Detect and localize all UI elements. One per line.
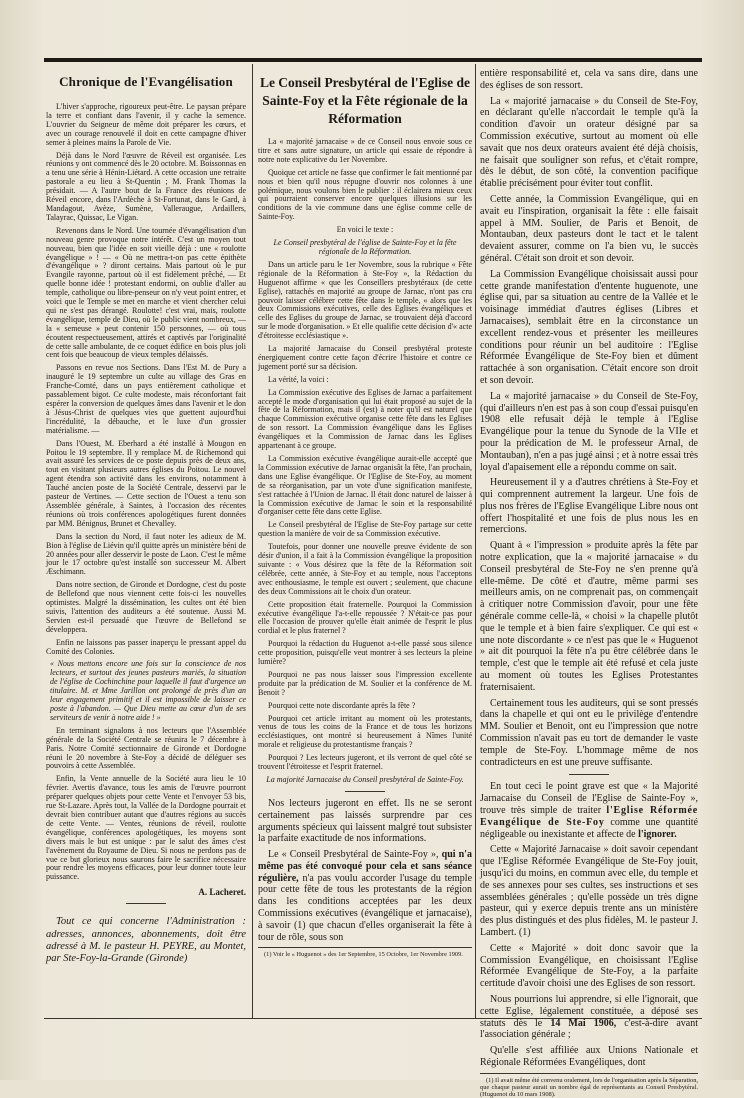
paragraph: Déjà dans le Nord l'œuvre de Réveil est organisée. Les réunions y ont commencé dès le 20 octobre. M. Boissonnas en a tenu une série à Hénin-Liétard. A cette occasion une retraite pastorale a eu lieu à St-Quentin ; M. Frank Thomas la présidait. — A l'autre bout de la France des réunions de Réveil encore, dans l'Ardèche à St-Fortunat, dans le Gard, à Mandagout, Avèze, Sumène, Valleraugue, Ardaillers, Talayrac, Quissac, Le Vigan.: [46, 150, 246, 222]
paragraph: Dans un article paru le 1er Novembre, sous la rubrique « Fête régionale de la Réformation à Ste-Foy », la Rédaction du Huguenot affirme « que les Conseillers presbytéraux (de cette Eglise), rattachés en majorité au groupe de Jarnac, n'ont pas cru pouvoir laisser célébrer cette fête dans le temple, « alors que les deux Commissions exécutives, celle des Eglises évangéliques et celle des Eglises du groupe de Jarnac, se trouvaient déjà d'accord sur le mode d'organisation. » Et elle qualifie cette décision d'« acte d'étroitesse ecclésiastique ».: [258, 259, 472, 341]
text-run: Le « Conseil Presbytéral de Sainte-Foy »,: [268, 849, 439, 861]
text-run: Nous pourrions lui apprendre, si elle l'ignorait, que cette Eglise, légalement constituée, a déposé ses statuts dès le: [480, 993, 698, 1029]
paragraph: La Commission exécutive des Eglises de Jarnac a parfaitement accepté le mode d'organisation qui lui était proposé au sujet de la fête de la Réformation, mais il (est) à noter qu'il est naturel que chaque Commission exécutive organise cette fête dans les Eglises de son ressort. La Commission évangélique dans les Eglises évangéliques et la Commission de Jarnac dans les Eglises appartenant à ce groupe.: [258, 387, 472, 451]
paragraph: La Commission exécutive évangélique aurait-elle accepté que la Commission exécutive de Jarnac organisât la fête, l'an prochain, dans une Eglise évangélique. Or l'Eglise de Ste-Foy, au moment de sa réorganisation, par un vote d'une signification manifeste, s'est rattachée à l'Union de Jarnac. Il était donc naturel de laisser à la Commission exécutive de Jarnac le soin et la responsabilité d'organiser cette fête dans cette Eglise.: [258, 454, 472, 517]
paragraph: La « majorité jarnacaise » de ce Conseil nous envoie sous ce titre et sans autre signature, un article qui essaie de répondre à notre note explicative du 1er Novembre.: [258, 137, 472, 164]
column-divider-1: [252, 64, 253, 1019]
column-continuation: [480, 68, 699, 1098]
paragraph: Cette « Majorité » doit donc savoir que la Commission Evangélique, en choisissant l'Eglise Réformée Evangélique de Ste-Foy, a la parfaite certitude d'avoir choisi une des Eglises de son ressort.: [480, 942, 698, 990]
separator: [126, 903, 166, 904]
paragraph: Le Conseil presbytéral de l'Eglise de Ste-Foy partage sur cette question la manière de voir de sa Commission exécutive.: [258, 520, 472, 539]
text-run: En tout ceci le point grave est que « la Majorité Jarnacaise du Conseil de l'Eglise de Sainte-Foy », trouve très simple de traiter: [480, 781, 698, 817]
column-conseil-presbyteral: [258, 68, 472, 1018]
footnote: (1) Voir le « Huguenot » des 1er Septembre, 15 Octobre, 1er Novembre 1909.: [258, 947, 472, 958]
administration-notice: Tout ce qui concerne l'Administration : adresses, annonces, abonnements, doit être adressé à M. le pasteur H. PEYRE, au Montet, par Ste-Foy-la-Grande (Gironde): [46, 916, 246, 965]
paragraph: Toutefois, pour donner une nouvelle preuve évidente de son désir d'union, il a fait à la Commission évangélique la proposition suivante : « Vous désirez que la fête de la Réformation soit célébrée, cette année, à Ste-Foy et au temple, nous l'acceptons avec enthousiasme, le temple est ouvert ; seulement, que chacune des deux Commissions ait le choix d'un orateur.: [258, 542, 472, 596]
text-run: n'a pas voulu accorder l'usage du temple pour cette fête de tous les protestants de la région dans les conditions acceptées par les deux Commissions exécutives (évangélique et jarnacaise), à savoir (1) que chacun d'elles organiserait la fête à tour de rôle, sous son: [258, 872, 473, 943]
quoted-signature: La majorité Jarnacaise du Conseil presbytéral de Sainte-Foy.: [266, 775, 464, 784]
top-rule: [44, 58, 702, 62]
paragraph: Dans la section du Nord, il faut noter les adieux de M. Bion à l'église de Liévin qu'il quitte après un ministère béni de 20 années pour aller desservir le poste de Laon. C'est le même jour le 17 octobre qu'est installé son successeur M. Albert Æschimann.: [46, 531, 246, 577]
emphasized-text: qui n'a même pas été convoqué pour cela et sans séance régulière,: [258, 849, 473, 884]
paragraph: Cette année, la Commission Evangélique, qui en avait eu l'inspiration, organisait la fête : elle faisait appel à MM. Soulier, de Paris et Benoit, de Montauban, deux pasteurs dont le tact et le talent devaient assurer, comme on l'a bien vu, le succès général. C'était son droit et son devoir.: [480, 193, 698, 264]
emphasized-text: l'Eglise Réformée Evangélique de Ste-Foy: [480, 805, 698, 828]
paragraph: Dans l'Ouest, M. Eberhard a été installé à Mougon en Poitou le 19 septembre. Il y remplace M. de Richemond qui avait assuré les services de ce poste depuis près de deux ans, tout en visitant plusieurs autres églises du Poitou. Le nouvel agent étendra son activité dans les environs, notamment à Tauché ancien poste de la Société Centrale, desservi par le pasteur de Vertines. — Cette section de l'Ouest a tenu son Assemblée générale, à Saintes, à l'occasion des récentes réunions où trois conférences apologétiques furent données par MM. Bénignus, Brunet et Chevalley.: [46, 438, 246, 528]
article-signature: A. Lacheret.: [198, 887, 246, 898]
paragraph: La « majorité jarnacaise » du Conseil de Ste-Foy, (qui d'ailleurs n'en est pas à son coup d'essai puisqu'en 1908 elle refusait déjà le temple à l'Eglise Evangélique pour la tenue du Synode de la VIIe et pour la prédication de M. le professeur Arnal, de Montauban), n'en a pas jugé ainsi ; et à notre essai très loyal d'apaisement elle a répondu comme on sait.: [480, 390, 698, 473]
text-run: comme une quantité négligeable ou inexistante et affecte de: [480, 816, 698, 840]
separator: [345, 791, 385, 792]
paragraph: La vérité, la voici :: [268, 374, 329, 384]
paragraph: Certainement tous les auditeurs, qui se sont pressés dans la chapelle et qui ont eu le privilège d'entendre MM. Soulier et Benoit, ont eu l'impression que notre Commission n'avait pas eu tort de demander le vaste temple de Ste-Foy. L'hommage même de nos contradicteurs en est une preuve suffisante.: [480, 697, 698, 768]
paragraph: [480, 994, 698, 1041]
colonies-appeal-quote: « Nous mettons encore une fois sur la conscience de nos lecteurs, et surtout des jeunes pasteurs mariés, la situation de l'église de Cochinchine pour laquelle il faut d'urgence un titulaire. M. et Mme Jarillon ont prolongé de près d'un an leur engagement primitif et il est impossible de laisser ce poste à l'abandon. — Que Dieu mette au cœur d'un de ses serviteurs de venir à notre aide ! »: [50, 659, 246, 722]
paragraph: Quant à « l'impression » produite après la fête par notre explication, que la « majorité jarnacaise » du Conseil presbytéral de Ste-Foy ne s'en prenne qu'à elle-même. De côté et d'autre, même parmi ses meilleurs amis, on ne comprenait pas, on commençait à critiquer notre Commission d'avoir, pour une fête générale comme celle-là, « choisi » la chapelle plutôt que le temple et à bien faire s'expliquer. Ce qui est « une note discordante » ce n'est pas que le « Huguenot » ait dit pourquoi la fête n'a pu être célébrée dans le temple, c'est que le temple ait été refusé et cela juste au moment où toutes les Eglises Protestantes fraternisaient.: [480, 540, 698, 693]
paragraph: Cette proposition était fraternelle. Pourquoi la Commission exécutive évangélique l'a-t-elle repoussée ? N'était-ce pas pour elle l'occasion de prouver qu'elle était animée de l'esprit le plus cordial et le plus fraternel ?: [258, 599, 472, 636]
paragraph: Qu'elle s'est affiliée aux Unions Nationale et Régionale Réformées Evangéliques, dont: [480, 1045, 698, 1068]
paragraph: Enfin, la Vente annuelle de la Société aura lieu le 10 février. Avertis d'avance, tous les amis de l'œuvre pourront préparer quelques objets pour cette Vente et l'envoyer 53 bis, rue St-Lazare. Après tout, la Vallée de la Dordogne pourrait et devrait bien contribuer autant que d'autres régions au succès de cette Vente. — Ventes, réunions de réveil, roulotte évangélique, conférences apologétiques, les moyens sont divers mais le but est unique : par le salut des âmes c'est l'avènement du Royaume de Dieu. Si nous ne perdons pas de vue ce but glorieux nous saurons faire le sacrifice nécessaire pour rendre les moyens efficaces, pour leur donner toute leur puissance.: [46, 774, 246, 882]
quoted-subtitle: Le Conseil presbytéral de l'église de Sainte-Foy et la fête régionale de la Réformation.: [273, 238, 457, 256]
paragraph: La majorité Jarnacaise du Conseil presbytéral proteste énergiquement contre cette façon d'écrire l'histoire et contre ce jugement porté sur sa décision.: [258, 344, 472, 371]
footnote: (1) Il avait même été convenu oralement, lors de l'organisation après la Séparation, que chaque pasteur aurait un nombre égal de représentants au Conseil Presbytéral. (Huguenot du 10 mars 1908).: [480, 1073, 698, 1098]
paragraph: [480, 781, 698, 840]
paragraph: entière responsabilité et, cela va sans dire, dans une des églises de son ressort.: [480, 68, 698, 91]
paragraph: La Commission Evangélique choisissait aussi pour cette grande manifestation d'entente huguenote, une église qui, par sa situation au centre de la Vallée et le voisinage immédiat d'autres églises (Libres et Jarnacaises), semblait être en la circonstance un excellent rendez-vous et présenter les meilleures conditions pour réunir un bel auditoire : l'Eglise Réformée Evangélique de Ste-Foy bien et dûment rattachée à son organisation. C'était encore son droit et son devoir.: [480, 268, 698, 386]
article-title-conseil: Le Conseil Presbytéral de l'Eglise de Sainte-Foy et la Fête régionale de la Réformation: [259, 75, 471, 126]
paragraph: Pourquoi la rédaction du Huguenot a-t-elle passé sous silence cette proposition, puisqu'elle veut montrer à ses lecteurs la pleine lumière?: [258, 639, 472, 667]
paragraph: [258, 849, 472, 943]
paragraph: La « majorité jarnacaise » du Conseil de Ste-Foy, en déclarant qu'elle n'accordait le temple qu'à la condition d'avoir un orateur désigné par sa Commission exécutive, surtout au moment où elle savait que nos deux orateurs avaient été déjà choisis, ne faisait que souligner son refus, et c'était rompre, dès le début, de son côté, la convention pacifique établie précisément pour éviter tout conflit.: [480, 95, 698, 190]
paragraph: Nos lecteurs jugeront en effet. Ils ne se seront certainement pas laissés surprendre par ces arguments spécieux qui laissent malgré tout subsister la parfaite exactitude de nos informations.: [258, 797, 472, 845]
paragraph: Pourquoi ? Les lecteurs jugeront, et ils verront de quel côté se trouvent l'étroitesse et l'esprit fraternel.: [258, 753, 472, 772]
emphasized-date: 14 Mai 1906,: [550, 1017, 617, 1029]
paragraph: Dans notre section, de Gironde et Dordogne, c'est du poste de Bellefond que nous viennent cette fois-ci les nouvelles optimistes. Malgré la dissémination, les cultes ont été bien suivis, l'attention des auditeurs a été soutenue. Aussi M. Servien est-il persuadé que l'œuvre de Bellefond se développera.: [46, 580, 246, 634]
paragraph: Passons en revue nos Sections. Dans l'Est M. de Pury a inauguré le 19 septembre un culte au village des Gras en Franche-Comté, dans un pays entièrement catholique et passablement bigot. Ce culte modeste, mais réconfortant fait espérer la conversion de quelques âmes dans l'avenir et le don à Jésus-Christ de quelques vies que guettent aujourd'hui l'incrédulité, la débauche, et le luxe d'un grossier matérialisme. —: [46, 363, 246, 435]
paragraph: Heureusement il y a d'autres chrétiens à Ste-Foy et qui comprennent autrement la largeur. Une fois de plus nos frères de l'Eglise Evangélique Libre nous ont offert l'hospitalité et une fois de plus nous les en remercions.: [480, 477, 698, 536]
text-run: c'est-à-dire avant l'association générale ;: [480, 1017, 699, 1041]
paragraph: L'hiver s'approche, rigoureux peut-être. Le paysan prépare la terre et confiant dans l'avenir, il y cache la semence. L'ouvrier du Seigneur de même doit préparer les cœurs, et avec un courage renouvelé il doit en cette campagne d'hiver semer à pleines mains la Parole de Vie.: [46, 102, 246, 147]
separator: [569, 774, 609, 775]
paragraph: Revenons dans le Nord. Une tournée d'évangélisation d'un nouveau genre provoque notre intérêt. C'est un moyen tout nouveau, bien que l'idée en soit vieille déjà : une « roulotte évangélique » ! — « Où ne mettra-t-on pas cette épithète d'évangélique » ? diront certains. Mais partout où le pur Evangile rayonne, partout où il est fidèlement prêché, — Et quelle bonne idée ! protestant endormi, on oublie d'aller au temple, catholique ou libre-penseur on n'y veut point entrer, et voici que le Temple se met en marche et vient chercher celui qui ne s'est pas dérangé. Roulotte! c'est vrai, mais, roulotte évangélique, temple de Dieu, où le public vient nombreux, — la « semeuse » peut contenir 150 personnes, — où tous écoutent respectueusement, attirés et captivés par l'originalité de cette salle ambulante, de ce coquet édifice en bois plus joli cent fois que beaucoup de vieux temples délaissés.: [46, 225, 246, 360]
paragraph: En terminant signalons à nos lecteurs que l'Assemblée générale de la Société Centrale se réunira le 7 décembre à Paris. Notre Comité sectionnaire de Gironde et Dordogne réuni le 20 novembre à Ste-Foy a décidé de déléguer ses pouvoirs à cette Assemblée.: [46, 725, 246, 771]
column-divider-2: [475, 64, 476, 1019]
paragraph: Quoique cet article ne fasse que confirmer le fait mentionné par nous et bien qu'il nous répugne d'ouvrir nos colonnes à une polémique, nous voulons bien le publier : il éclairera mieux ceux qui pourraient conserver encore quelques illusions sur les conditions de la vie commune dans une église comme celle de Sainte-Foy.: [258, 167, 472, 222]
paragraph: En voici le texte :: [336, 225, 394, 235]
paragraph: Pourquoi cet article irritant au moment où les protestants, venus de tous les coins de la France et de tous les horizons ecclésiastiques, ont montré si heureusement à Nîmes l'unité morale et religieuse du protestantisme français ?: [258, 713, 472, 750]
paragraph: Cette « Majorité Jarnacaise » doit savoir cependant que l'Eglise Réformée Evangélique de Ste-Foy jouit, jusqu'ici du moins, en commun avec elle, du temple et de ses annexes pour ses cultes, ses instructions et ses assemblées générales ; qu'elle possède un très digne pasteur, qui y exerce depuis trente ans un ministère des plus distingués et des plus fidèles, M. le pasteur J. Lambert. (1): [480, 844, 698, 938]
paragraph: Pourquoi ne pas nous laisser sous l'impression excellente produite par la prédication de M. Soulier et la conférence de M. Benoit ?: [258, 669, 472, 697]
paragraph: Pourquoi cette note discordante après la fête ?: [268, 700, 416, 710]
article-title-chronique: Chronique de l'Evangélisation: [59, 74, 233, 89]
emphasized-text: l'ignorer.: [638, 828, 677, 840]
column-evangelisation: [46, 68, 246, 1018]
paragraph: Enfin ne laissons pas passer inaperçu le pressant appel du Comité des Colonies.: [46, 637, 246, 656]
